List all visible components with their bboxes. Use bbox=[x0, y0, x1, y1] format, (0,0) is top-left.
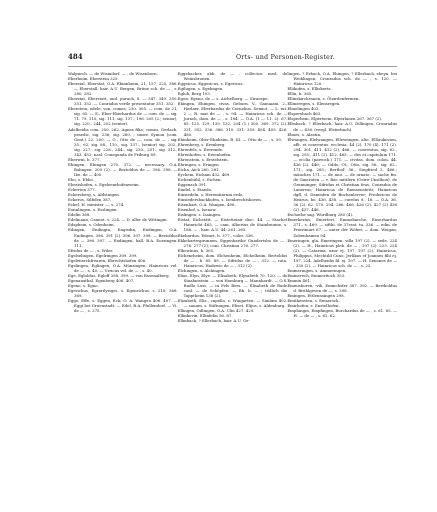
register-column-right bbox=[287, 71, 397, 463]
register-entry: Ekkehartesprunnen, Eggenharthe Gundertsbo de — , 276. 277 (2); coni. Christina 276. 277. bbox=[177, 237, 288, 248]
register-entry: Eychem, Eicham 432. 469. bbox=[177, 171, 231, 177]
register-entry: Ebingen, Ebingen 270. 372. — necessary. O.A. Balingen. 200 (2). — Bertoldus de — 396. 398. — Ibe. de — 400. bbox=[68, 161, 178, 177]
page-header bbox=[68, 52, 397, 67]
register-entry: Einsiedeln, s. Heremitarum ordo. bbox=[177, 192, 244, 198]
register-entry: Egloh, Berg 103. bbox=[177, 91, 211, 97]
register-entry: Ehrenhofen, s. Ersenhofen. bbox=[177, 151, 232, 157]
running-title: Orts- und Personen-Register. bbox=[235, 54, 335, 61]
register-entry: Emmerech, Emmeritoch 353. bbox=[287, 272, 346, 278]
register-entry: Ellinsregen, s. Elensregen. bbox=[287, 101, 341, 107]
register-entry: Ellingen, Odlingen, O.A. Ulm 427. 429. bbox=[177, 308, 255, 314]
register-entry: Egge, Effe, s. Eggen, Eck, O. A. Wangen 406. 407. — Eggi bei Gruenstadt. — Edel, B.A. Pfullendorf. — Vi. de — , s. 275. bbox=[68, 298, 178, 314]
register-entry: Eberhoim, Eberstein 325. bbox=[68, 76, 119, 82]
register-entry: Eckerton 377. bbox=[68, 187, 96, 193]
register-entry: Eckeros, Silfiden 387. bbox=[68, 197, 112, 203]
register-entry: Edelmann, Cannot. s. 224. — D. aller de Wittingin. bbox=[68, 217, 168, 223]
register-entry: lingen, ? Erbach, O.A. Ehingen, ? Ellerbach, ebeyn. bei Weiblingen, Cronradus sch. de — , s. 120. — Hainricus 120. bbox=[287, 71, 398, 87]
register-entry: Emphingin, Empfingen, Burchardus de — , s. 61. 65. — H. — de — , s. 61. 62. bbox=[287, 308, 398, 319]
register-entry: Eberstal, Eberstat, O.A. Ebinnheim, 21, 157, 225, 386. — Eberstall, hair. A.U. Bergen, Brüne sch. de — , s. 280. 282. bbox=[68, 81, 178, 97]
register-entry: Ehrenfels, s. Ererende. bbox=[177, 146, 224, 152]
page-number: 484 bbox=[68, 52, 83, 61]
register-entry: Egilugen, s. Egelingen. bbox=[177, 86, 224, 92]
register-entry: Elchenrheim, dom. Elchenheim, Elchelheim, Bertoldus de — , b. 85. 89. — Sifridus de — , 312. — rata. Hainricus, Hadewic de — , 312 (2). bbox=[177, 252, 288, 268]
register-entry: Emeringen, gla. Emeringen, villa 197 (2). — sede. 224 (2). — H., Hainricus pleb. de — , 197 (2). 223. 224 (2). — Catarina, uxor ej. 197. 197 (2). Hainricus, Philippus, Mechtild Cuno, Jerlikus ef Joannes filii ej. 197. 224. Adelheidis fil. ej. 197. — H. Senones de — , 330 (2). — Hainricus sch. de — , s. 23. bbox=[287, 237, 398, 268]
register-entry: Eckel, H. minister —, s. 274. bbox=[68, 202, 125, 208]
register-entry: Ehrenberg, s. Erenberg. bbox=[177, 141, 226, 147]
register-entry: Egon, Egeno, de — s. Aichelberg. — Straespe. bbox=[177, 96, 269, 102]
register-entry: Edsphein, s. Odenheim. bbox=[68, 222, 115, 228]
register-columns bbox=[68, 71, 397, 463]
register-entry: Eberwin, b. 377. bbox=[68, 156, 101, 162]
register-entry: Emmeringen, s. Ammeringen. bbox=[287, 267, 347, 273]
register-entry: Ege, Egloldus, Egloff 398. 399. — von Rosenalberg. bbox=[68, 272, 170, 278]
register-entry: Elsperhein, Elpertsein, Elperlanen 267. 367 (2). bbox=[287, 116, 383, 122]
register-entry: Eicha, Aich 260. 281. bbox=[177, 166, 220, 172]
register-entry: Ellmbach, ? Ellerbach, hair. A.U. Ge- bbox=[177, 318, 250, 324]
register-entry: Ehringen, s. Eringen. bbox=[177, 161, 220, 167]
register-entry: Ekehardus, Edeart, b. 377., coler. 336. bbox=[177, 232, 254, 238]
register-entry: Elspersbach 463. bbox=[287, 111, 322, 117]
register-entry: Efridus de — , s. Wiler. bbox=[68, 247, 114, 253]
register-entry: Egerichus, Egrarilyriges, s. Egenrichus, s. 218. 368. 369. bbox=[68, 288, 178, 299]
register-entry: Edingen, Endingin, Engisdin, Endingen, O.A. Endingen. 396. 391 (2). 396. 397. 398. — Bertoldus de — 396. 397. — Endingen, hall. B.A. Eorzingen. 111. bbox=[68, 227, 178, 248]
register-entry: Elias, Elyn, Elye. — Elisabeth, Elysabeth 70. 120. — de Staabinstein. — von Homburg — Mannhardt. — O.S. Rudlo Lust. — in Fels Bers. — Elisabeth de Rude conl. — de Schöpfen. — Rb. b. — ; tödlich die Tapptheim 136 (2). bbox=[177, 272, 288, 299]
register-entry: Ehrenstein, s. Erstelstein. bbox=[177, 156, 229, 162]
register-entry: Eckersberg, s. Aldstingen. bbox=[68, 192, 121, 198]
register-entry: Eichenbühl, s. Eichen. bbox=[177, 176, 222, 182]
register-entry: Adelheidis com. 250. 262. Agnes filia; comes, Gerlach. praedic, sig. 236; sig. 260. ; uxore Symon (com. Gent.) 22. 200. — O., Otto de —, com. de — , sig. 35., 62, sig. 88., 110., sig. 137., (senior) sig. 202., sig. 227., sig. 228., 244., sig. 250., 251., sig. 312., 343. 452; nasl. Conegunda de Friburg 89. bbox=[68, 126, 178, 157]
register-entry: Emerkerius, Emertert, Emmebarche, Enserhardus 371., s. 469. — sifthi. de 37esst. tu. 336. — edin. de Priestmurt 67. — unter der Wöber, — dom. Weigan, Zobenhamen 94. bbox=[287, 217, 398, 238]
register-entry: Egeno, s. Egno. bbox=[68, 282, 99, 288]
register-entry: Elizabeth, Eliz., capella, s. Wingarten. — Sanlum 402. — sanum, s. Stiftungen, Eliset, Elijus, s. Aldenburg. bbox=[177, 298, 288, 309]
register-entry: Walpurch. — de Wisindorf. — , de Wisenborn. bbox=[68, 71, 158, 76]
register-entry: Emmin 461. bbox=[287, 277, 312, 283]
register-entry: Elmelingen 403. bbox=[287, 106, 320, 112]
register-entry: Eggebacher, abb. de — , collector. med. de Weinsbronen. bbox=[177, 71, 288, 82]
register-entry: Emirhofen, s. Enstelhofen. bbox=[287, 303, 340, 309]
register-entry: Ellin, b. 365. bbox=[287, 91, 313, 97]
register-entry: Ebratshofen, s. Egeleenrhofenweim. bbox=[68, 182, 140, 188]
register-entry: Elbewinus, b. 305. bbox=[177, 247, 215, 253]
register-entry: Eistat, Eichstätt. — Eistetteiair dioc. 44. — Stachet Hainricht 465. — cam. Albertus de Stainbronne, s. 188. — , hair. A.U. 44. 261. 265. bbox=[177, 217, 288, 233]
register-entry: Eberstein, edele, von, comes, 230. 305. — com. de 21, sig. 65. — E., Eber-Eberhardus de — com. de — sig. 71. 79. 110, sig. 111, sig. 137., 196. 205 (2.; senior), sig. 220., 244, 252 (senior). bbox=[68, 106, 178, 127]
register-column-left bbox=[68, 71, 178, 463]
register-entry: Eindel, s. Einedo. bbox=[177, 187, 213, 193]
register-entry: Einsiedersbackhofen, s. Isenbrechtskoven. bbox=[177, 197, 263, 203]
register-column-middle bbox=[178, 71, 288, 463]
register-entry: Eberstat, Eberstatt, und. purach, 8. — 347. 349. 350. 351. 352. — Conradus verde presentatur 351, 352. bbox=[68, 96, 178, 107]
register-entry: Eisenhart, O.A. Wangen, 406. bbox=[177, 202, 236, 208]
register-entry: Ehinheim, Ober-Ehnheim, B. III. — Otto de — , s. 39. bbox=[177, 136, 282, 142]
register-entry: Ellikofen, s. Elliskerts. bbox=[287, 86, 332, 92]
register-entry: Ehingen, Ehingen, civas. Geburn. V., Ganuaam. 2., Herlaer. Eberhardus de Cornelius. Semiot. — L. tut. 2 — R. mat de — , s. 94. — Hainricus sch. de — Jurach, dom. de — , s. 184. — O.A. (1 — 11. 2). 67. 85. 125. 129. 139. 132. 204 (1.) 305. 369. 372 (2). 331. 352. 336. 386. 310. 331. 359. 404. 405. 426. 480. bbox=[177, 101, 288, 137]
register-entry: Emingen, Ettlennsingen 298. bbox=[287, 293, 345, 299]
register-entry: Eggeicus, Eggericus, s. Egericus. bbox=[177, 81, 244, 87]
register-entry: Ebo, s. Ebbo. bbox=[68, 176, 94, 182]
register-entry: Eonnlingen, s. Esslingen. bbox=[68, 207, 118, 213]
register-entry: Egenanathal, Egenberg 406. 407. bbox=[68, 277, 135, 283]
register-entry: Elbsbach, ? Ellerbach, hair. A.U. Dillingen, Cronradus de — 436. (vergl. Elsterbach). bbox=[287, 121, 398, 132]
register-entry: Emitkensten, s. Emsersch. bbox=[287, 298, 340, 304]
register-entry: Edelin 368. bbox=[68, 212, 91, 218]
register-entry: Elchingen, s. Alchingen. bbox=[177, 267, 226, 273]
register-entry: Ellinskirchesnen, s. Ötzirdenfermen. bbox=[287, 96, 360, 102]
register-entry: Eschorbe sag. Würdburg 280 (4). bbox=[287, 212, 354, 218]
register-entry: Elwangen, Elelwangen, Ellewangen, alte. Elllaukovien, aflt. et conventus. ecclesia. 44 (2). 170 (4). 171 (2). 294. 301. 411. 412 (2). 466. — conventus, sig. 62., sig. 295., 411 (2). 412. 465. — des et capitulum 171. — ecclia (parroch.) 171. — civitas, dom. colon. 44. 436 (2). 446; — Oddo, Ot., Otto, sig. 56., sig. 62., 171., sig. 285.; Berthol' 56., Siegfried 2. 466.; mönches 171. — de moi. — de ornato: — sache fm. de Gmeruten — v. Bar. mittlern (Ostre-Unsilhon). de Grenninger; Sifridus et Christian feus. Conradus de Lanervai; Hainricus de Ramsenstetti; Hainricus dgfl. d. Damtsfen de Buchenlerver; Fredericus de Hearus, bo. 436. 438. — curelus 9., 16. — O.A. 36. 36 (2). 62. 170. 294. 286. 466. 426 (2). 427 (2) 436 (2). 437. 446. bbox=[287, 136, 398, 213]
register-entry: Egelselingen, Egelringen 309. 399. bbox=[68, 252, 138, 258]
register-entry: Emmishoren, -vih, Emmchsfer 387. 392. — Bertholdus d. Brühlgeven de —, s. 398. bbox=[287, 282, 398, 294]
register-entry: Eggenach 391. bbox=[177, 182, 208, 188]
register-entry: Elmes, s. Alastin. bbox=[287, 131, 322, 137]
register-entry: Egelenerchfrearen, Ebrechtshofen 406. bbox=[68, 257, 147, 263]
register-entry: Ellinkovin, Ellinfehn 56. 87. bbox=[177, 313, 233, 319]
register-entry: Eislingen, s. Isaingen. bbox=[177, 212, 222, 218]
register-entry: Eisenhof, s. Isenow. bbox=[177, 207, 217, 213]
register-entry: Egelingen, Eglingen, O.A. Münzingen. Hainricus vel. de — , s. 40. — Vrricus vel. de — , s. 40. bbox=[68, 262, 178, 273]
